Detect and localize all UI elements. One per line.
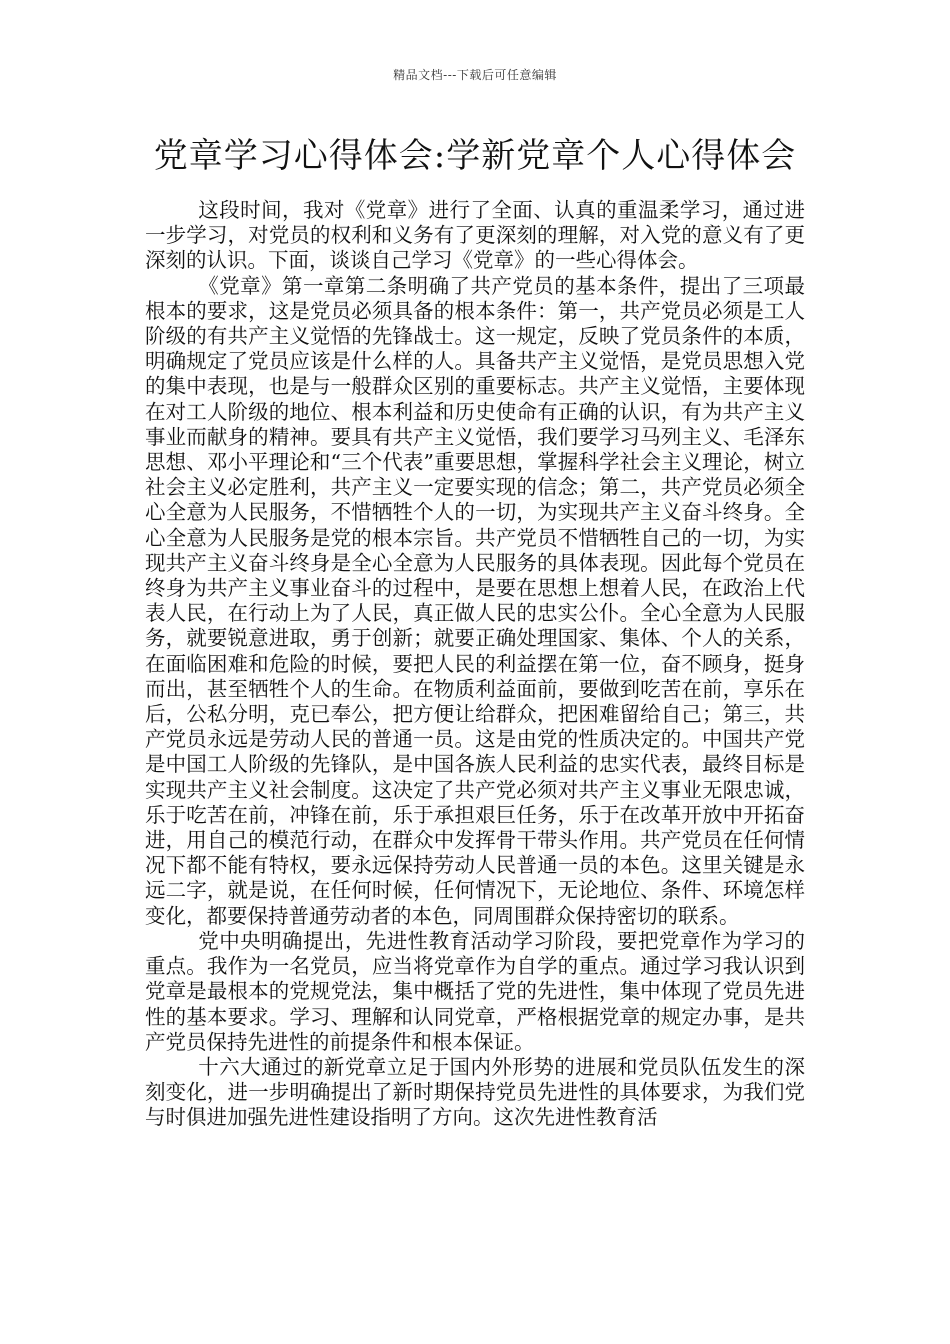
paragraph: 这段时间，我对《党章》进行了全面、认真的重温柔学习，通过进一步学习，对党员的权利和义务有了更深刻的理解，对入党的意义有了更深刻的认识。下面，谈谈自己学习《党章》的一些心得体会。 — [145, 198, 805, 273]
document-body — [145, 198, 805, 1131]
paragraph: 十六大通过的新党章立足于国内外形势的进展和党员队伍发生的深刻变化，进一步明确提出了新时期保持党员先进性的具体要求，为我们党与时俱进加强先进性建设指明了方向。这次先进性教育活 — [145, 1054, 805, 1130]
header-note: 精品文档---下载后可任意编辑 — [393, 68, 557, 82]
paragraph: 《党章》第一章第二条明确了共产党员的基本条件，提出了三项最根本的要求，这是党员必须具备的根本条件：第一，共产党员必须是工人阶级的有共产主义觉悟的先锋战士。这一规定，反映了党员条件的本质，明确规定了党员应该是什么样的人。具备共产主义觉悟，是党员思想入党的集中表现，也是与一般群众区别的重要标志。共产主义觉悟，主要体现在对工人阶级的地位、根本利益和历史使命有正确的认识，有为共产主义事业而献身的精神。要具有共产主义觉悟，我们要学习马列主义、毛泽东思想、邓小平理论和“三个代表”重要思想，掌握科学社会主义理论，树立社会主义必定胜利，共产主义一定要实现的信念；第二，共产党员必须全心全意为人民服务，不惜牺牲个人的一切，为实现共产主义奋斗终身。全心全意为人民服务是党的根本宗旨。共产党员不惜牺牲自己的一切，为实现共产主义奋斗终身是全心全意为人民服务的具体表现。因此每个党员在终身为共产主义事业奋斗的过程中，是要在思想上想着人民，在政治上代表人民，在行动上为了人民，真正做人民的忠实公仆。全心全意为人民服务，就要锐意进取，勇于创新；就要正确处理国家、集体、个人的关系，在面临困难和危险的时候，要把人民的利益摆在第一位，奋不顾身，挺身而出，甚至牺牲个人的生命。在物质利益面前，要做到吃苦在前，享乐在后，公私分明，克已奉公，把方便让给群众，把困难留给自己；第三，共产党员永远是劳动人民的普通一员。这是由党的性质决定的。中国共产党是中国工人阶级的先锋队，是中国各族人民利益的忠实代表，最终目标是实现共产主义社会制度。这决定了共产党必须对共产主义事业无限忠诚，乐于吃苦在前，冲锋在前，乐于承担艰巨任务，乐于在改革开放中开拓奋进，用自己的模范行动，在群众中发挥骨干带头作用。共产党员在任何情况下都不能有特权，要永远保持劳动人民普通一员的本色。这里关键是永远二字，就是说，在任何时候，任何情况下，无论地位、条件、环境怎样变化，都要保持普通劳动者的本色，同周围群众保持密切的联系。 — [145, 273, 805, 928]
document-title: 党章学习心得体会:学新党章个人心得体会 — [153, 136, 797, 176]
paragraph: 党中央明确提出，先进性教育活动学习阶段，要把党章作为学习的重点。我作为一名党员，应当将党章作为自学的重点。通过学习我认识到党章是最根本的党规党法，集中概括了党的先进性，集中体现了党员先进性的基本要求。学习、理解和认同党章，严格根据党章的规定办事，是共产党员保持先进性的前提条件和根本保证。 — [145, 928, 805, 1054]
